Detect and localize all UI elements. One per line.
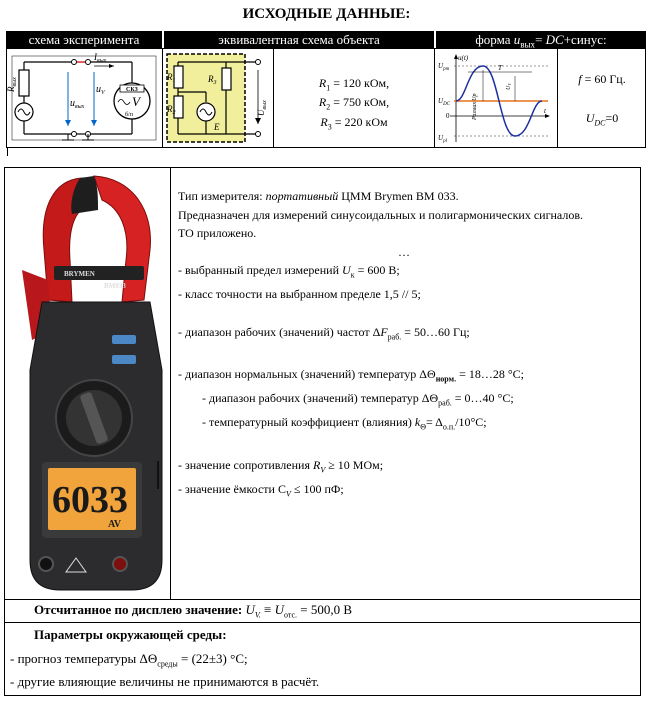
svg-text:Upl: $U_{pl}$ bbox=[438, 134, 447, 144]
experiment-circuit bbox=[8, 50, 160, 146]
device-table-divider bbox=[170, 167, 171, 599]
reading-row: Отсчитанное по дисплею значение: $U_{V.} \equiv U_{отс.} = 500,0$ В bbox=[34, 602, 353, 620]
svg-text:u(t): u(t) bbox=[458, 54, 469, 62]
svg-text:СКЗ: СКЗ bbox=[126, 87, 138, 93]
svg-text:E: E bbox=[214, 122, 220, 132]
svg-text:R2: $R_2$ bbox=[167, 104, 176, 116]
svg-text:0: 0 bbox=[446, 112, 450, 120]
frequency-value: f = 60 Гц. bbox=[578, 72, 626, 86]
header-waveform: форма $u_{вых}=$ DC+синус: bbox=[436, 31, 646, 48]
header-equivalent-scheme: эквивалентная схема объекта bbox=[164, 31, 434, 48]
udc-value: $U_{DC}=0$ bbox=[585, 111, 619, 128]
waveform-diagram bbox=[436, 50, 556, 146]
svg-text:UDC: $U_{DC}$ bbox=[438, 97, 451, 107]
environment-title: Параметры окружающей среды: bbox=[34, 627, 227, 642]
svg-text:BRYMEN: BRYMEN bbox=[64, 270, 95, 278]
environment-other: - другие влияющие величины не принимаются в расчёт. bbox=[10, 674, 320, 689]
divider-mark bbox=[157, 461, 159, 489]
top-table-divider bbox=[434, 48, 435, 148]
device-table-divider bbox=[4, 599, 641, 600]
top-table-divider bbox=[273, 48, 274, 148]
svg-text:Upm: $U_{pm}$ bbox=[438, 62, 450, 72]
equivalent-circuit bbox=[164, 50, 272, 146]
top-table-divider bbox=[162, 48, 163, 148]
device-info: Тип измерителя: портативный ЦММ Brymen BM 033. Предназначен для измерений синусоидальных и полигармонических сигналов. ТО приложено. … - выбранный предел измерений $U_к = 600$ В; - класс точности на выбранном пределе 1,5 // 5; - диапазон рабочих (значений) частот $\Delta F_{раб.}$ = 50…60 Гц; - диапазон нормальных (значений) температур $\Delta\Theta_{норм.}$ = 18…28 °С; - диапазон рабочих (значений) температур $\Delta\Theta_{раб.}$ = 0…40 °С; - температурный коэффициент (влияния) $k_\Theta= \Delta_{о.п.}/10^\circ С$; - значение сопротивления $R_V \ge 10$ МОм; - значение ёмкости $C_V \le 100$ пФ; bbox=[178, 189, 584, 499]
svg-text:6033: 6033 bbox=[52, 479, 128, 521]
svg-text:R1: $R_1$ bbox=[167, 72, 176, 84]
svg-text:t: t bbox=[544, 107, 546, 115]
u-out-label: $u_{вых}$ bbox=[70, 98, 85, 110]
svg-text:AV: AV bbox=[108, 519, 122, 530]
environment-temp: - прогноз температуры $\Delta\Theta_{среды} = (22\pm 3)$ °С; bbox=[10, 651, 248, 669]
u-v-label: $u_V$ bbox=[96, 84, 105, 96]
device-table-divider bbox=[4, 622, 641, 623]
svg-text:R3: $R_3$ bbox=[208, 74, 217, 86]
header-experiment-scheme: схема эксперимента bbox=[6, 31, 162, 48]
divider-mark bbox=[7, 148, 8, 156]
page-title: ИСХОДНЫЕ ДАННЫЕ: bbox=[242, 6, 411, 22]
svg-text:UV: UV bbox=[506, 83, 512, 90]
resistor-values: $R_1 = 120$ кОм, $R_2 = 750$ кОм, $R_3 = 220$ кОм bbox=[318, 76, 390, 132]
svg-text:Uвых: $U_{вых}$ bbox=[256, 100, 268, 116]
svg-text:T: T bbox=[498, 64, 502, 72]
multimeter-image bbox=[12, 170, 168, 595]
svg-text:V: V bbox=[132, 94, 140, 109]
top-table-divider bbox=[557, 48, 558, 148]
svg-text:РазмахUp: РазмахUp bbox=[472, 93, 478, 120]
svg-text:б/п: б/п bbox=[125, 112, 133, 118]
i-out-label: $I_{вых}$ bbox=[94, 52, 107, 64]
r-out-label: $R_{вых}$ bbox=[6, 77, 18, 92]
svg-text:BM033: BM033 bbox=[104, 282, 126, 290]
